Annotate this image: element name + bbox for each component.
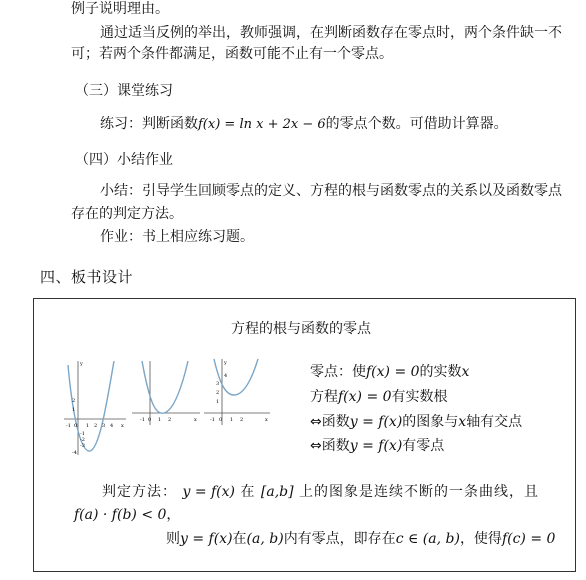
graph-3 [204, 359, 270, 425]
conclusion-line [166, 530, 555, 548]
tick-label: 2 [240, 417, 244, 423]
tick-label: -1 [80, 431, 85, 437]
tick-label: 1 [230, 417, 234, 423]
graph-2 [132, 361, 200, 425]
conclusion-exists: c ∈ (a, b) [395, 531, 460, 547]
def3-prefix: 函数 [321, 414, 350, 430]
definition-line-1 [310, 363, 469, 381]
tick-label: 2 [216, 390, 220, 396]
conclusion-formula: y = f(x) [180, 531, 233, 547]
def3-formula: y = f(x) [349, 414, 403, 430]
tick-label: -3 [80, 443, 85, 449]
def1-var: x [461, 364, 470, 380]
intro-line-2: 通过适当反例的举出，教师强调，在判断函数存在零点时，两个条件缺一不 [100, 25, 562, 41]
definition-line-4 [310, 437, 444, 455]
def3-var: x [458, 414, 467, 430]
tick-label: x [265, 417, 268, 423]
def4-suffix: 有零点 [402, 438, 445, 454]
board-title: 方程的根与函数的零点 [231, 321, 371, 337]
tick-label: 2 [94, 423, 98, 429]
section4-title: （四）小结作业 [75, 152, 173, 168]
conclusion-prefix: 则 [166, 531, 180, 547]
tick-label: -2 [80, 437, 85, 443]
def3-mid: 的图象与 [402, 414, 459, 430]
summary-line-2: 存在的判定方法。 [71, 206, 183, 222]
def4-formula: y = f(x) [349, 438, 403, 454]
tick-label: 2 [168, 417, 172, 423]
judge-interval: [a,b] [260, 484, 294, 500]
exercise-line [100, 115, 508, 134]
exercise-formula: f(x) = ln x + 2x − 6 [198, 117, 326, 132]
judge-line-2 [74, 506, 180, 524]
summary-line-1: 小结：引导学生回顾零点的定义、方程的根与函数零点的关系以及函数零点 [100, 183, 562, 199]
tick-label: -1 [66, 423, 71, 429]
conclusion-mid-2: 内有零点，即存在 [283, 531, 396, 547]
graph-1 [64, 361, 126, 456]
judge-prefix: 判定方法： [102, 484, 177, 500]
tick-label: 4 [224, 373, 228, 379]
tick-label: y [80, 361, 83, 367]
def1-prefix: 零点：使 [310, 364, 366, 380]
def4-prefix: 函数 [321, 438, 350, 454]
definition-line-3 [310, 413, 522, 431]
intro-line-1: 例子说明理由。 [71, 1, 169, 17]
board-design-box [33, 298, 576, 572]
exercise-prefix: 练习：判断函数 [100, 116, 198, 132]
tick-label: 1 [158, 417, 162, 423]
tick-label: x [121, 423, 124, 429]
tick-label: 1 [72, 407, 76, 413]
def2-suffix: 有实数根 [391, 389, 448, 405]
def1-mid: 的实数 [419, 364, 462, 380]
tick-label: 0 [74, 423, 78, 429]
conclusion-mid-1: 在 [232, 531, 247, 547]
judge-mid-1: 在 [240, 484, 256, 500]
equivalence-arrow: ⇔ [310, 414, 322, 430]
tick-label: 3 [216, 381, 220, 387]
tick-label: y [224, 360, 227, 366]
board-heading: 四、板书设计 [40, 268, 134, 286]
tick-label: 0 [219, 417, 223, 423]
def3-suffix: 轴有交点 [466, 414, 523, 430]
judge-line-1 [102, 483, 539, 501]
def2-formula: f(x) = 0 [338, 389, 392, 405]
judge-comma: ， [166, 507, 181, 523]
tick-label: -1 [210, 417, 215, 423]
tick-label: -1 [140, 417, 145, 423]
tick-label: x [194, 417, 197, 423]
judge-mid-2: 上的图象是连续不断的一条曲线，且 [299, 484, 540, 500]
def1-formula: f(x) = 0 [366, 364, 420, 380]
tick-label: 1 [86, 423, 90, 429]
judge-formula-2: f(a) · f(b) < 0 [74, 507, 167, 523]
tick-label: 0 [148, 417, 152, 423]
function-graphs [60, 355, 272, 459]
judge-formula-1: y = f(x) [182, 484, 235, 500]
tick-label: 1 [216, 399, 220, 405]
conclusion-mid-3: ，使得 [459, 531, 502, 547]
def2-prefix: 方程 [310, 389, 338, 405]
conclusion-eq: f(c) = 0 [501, 531, 556, 547]
tick-label: 4 [110, 423, 114, 429]
homework-line: 作业：书上相应练习题。 [100, 229, 254, 245]
exercise-suffix: 的零点个数。可借助计算器。 [325, 116, 508, 132]
tick-label: -4 [72, 450, 77, 456]
tick-label: 2 [72, 398, 76, 404]
tick-label: 3 [102, 423, 106, 429]
intro-line-3: 可；若两个条件都满足，函数可能不止有一个零点。 [71, 46, 393, 62]
equivalence-arrow: ⇔ [310, 438, 322, 454]
conclusion-interval: (a, b) [246, 531, 284, 547]
definition-line-2 [310, 388, 448, 406]
section3-title: （三）课堂练习 [75, 83, 173, 99]
